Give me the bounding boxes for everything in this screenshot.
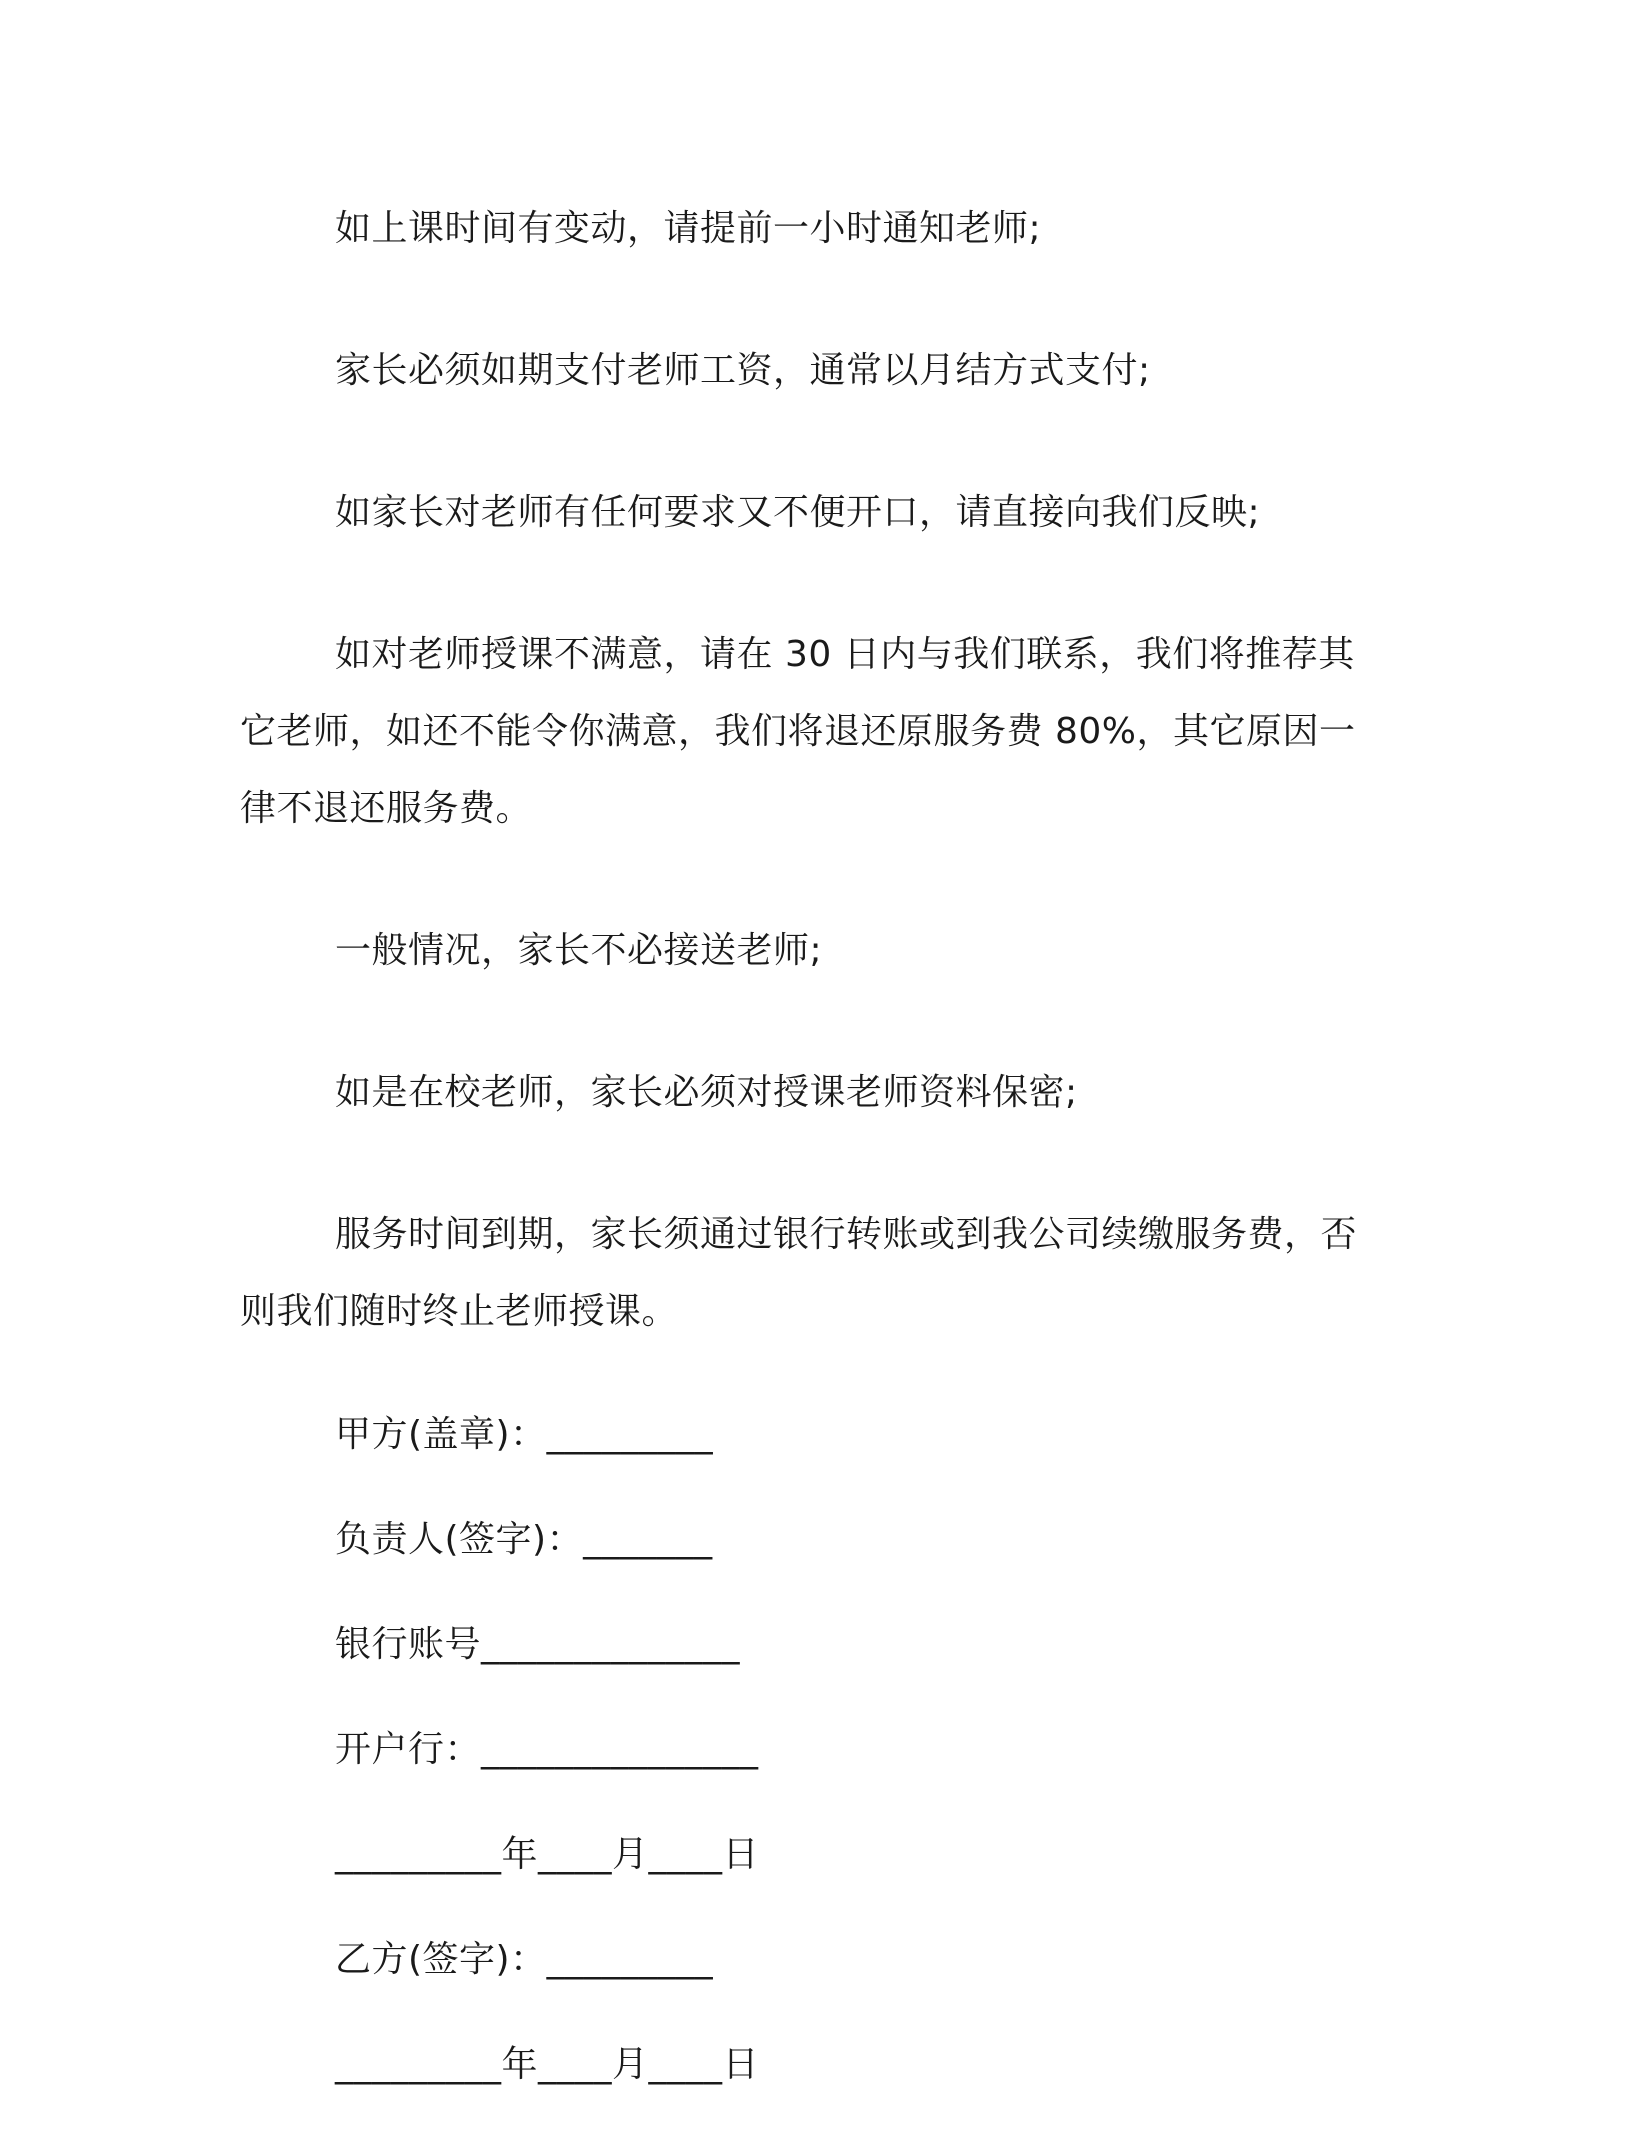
date-line-party-a: _________年____月____日 [335, 1834, 759, 1875]
person-in-charge-line: 负责人(签字)：_______ [335, 1519, 713, 1560]
party-b-signature-line: 乙方(签字)：_________ [335, 1939, 714, 1980]
party-a-seal-line: 甲方(盖章)：_________ [335, 1414, 714, 1455]
clause-pickup: 一般情况，家长不必接送老师; [335, 930, 823, 971]
clause-confidentiality: 如是在校老师，家长必须对授课老师资料保密; [335, 1072, 1078, 1113]
date-line-party-b: _________年____月____日 [335, 2044, 759, 2085]
clause-requests: 如家长对老师有任何要求又不便开口，请直接向我们反映; [335, 492, 1261, 533]
clause-renewal: 服务时间到期，家长须通过银行转账或到我公司续缴服务费，否则我们随时终止老师授课。 [240, 1214, 1358, 1332]
bank-branch-line: 开户行：_______________ [335, 1729, 759, 1770]
clause-satisfaction-refund: 如对老师授课不满意，请在 30 日内与我们联系，我们将推荐其它老师，如还不能令你满意，我们将退还原服务费 80%，其它原因一律不退还服务费。 [240, 634, 1356, 829]
clause-schedule-change: 如上课时间有变动，请提前一小时通知老师; [335, 208, 1042, 249]
clause-payment: 家长必须如期支付老师工资，通常以月结方式支付; [335, 350, 1151, 391]
document-page [240, 190, 1380, 2150]
bank-account-line: 银行账号______________ [335, 1624, 741, 1665]
